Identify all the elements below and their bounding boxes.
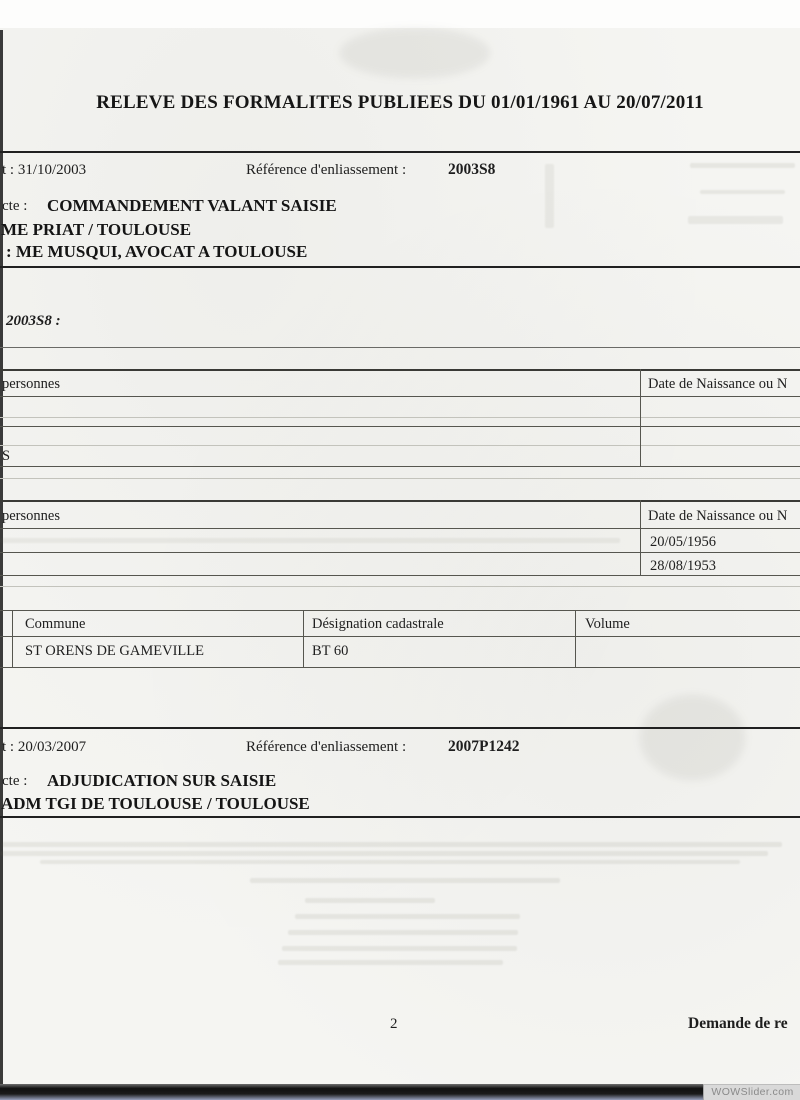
party-line: ADM TGI DE TOULOUSE / TOULOUSE [1,794,310,813]
section-divider [0,727,800,729]
scan-top-margin [0,0,800,28]
commune-cell: ST ORENS DE GAMEVILLE [25,643,204,659]
ghost-text-line [282,946,517,951]
party-line: ME PRIAT / TOULOUSE [1,220,192,239]
ghost-text-line [700,190,785,194]
table-rule [0,636,800,637]
table-column-divider [575,610,576,668]
ghost-text-line [0,538,620,543]
persons2-col-header: personnes [2,508,60,524]
scan-smudge [340,28,490,78]
ghost-text-line [690,163,795,168]
table-left-border [12,610,13,668]
ghost-text-line [40,860,740,864]
avocat-line: : ME MUSQUI, AVOCAT A TOULOUSE [6,242,308,261]
table-column-divider [640,500,641,576]
deposit-date: t : 31/10/2003 [2,162,87,178]
ref-label: Référence d'enliassement : [246,739,407,755]
ghost-text-line [2,842,782,847]
designation-cell: BT 60 [312,643,349,659]
table-rule [0,396,800,397]
table-rule [0,667,800,668]
section-divider [0,151,800,153]
volume-header: Volume [585,616,630,632]
table-rule [0,586,800,587]
footer-request-text: Demande de re [688,1015,788,1032]
reference-heading: 2003S8 : [6,313,61,329]
table-rule [0,417,800,418]
ghost-text-line [250,878,560,883]
table-column-divider [303,610,304,668]
table-column-divider [640,369,641,467]
table-rule [0,528,800,529]
table-rule [0,445,800,446]
ref-label: Référence d'enliassement : [246,162,407,178]
table-rule [0,500,800,502]
table-rule [0,478,800,479]
table-rule [0,426,800,427]
scan-smudge [545,164,554,228]
ghost-text-line [0,851,768,856]
wowslider-watermark-link[interactable]: WOWSlider.com [703,1084,800,1100]
acte-value: ADJUDICATION SUR SAISIE [47,771,277,790]
section-divider [0,816,800,818]
designation-header: Désignation cadastrale [312,616,444,632]
ghost-text-line [288,930,518,935]
page-left-edge [0,30,3,1084]
persons1-col-header: personnes [2,376,60,392]
table-rule [0,575,800,576]
ghost-text-line [295,914,520,919]
ghost-text-line [278,960,503,965]
slider-bottom-bar [0,1084,800,1100]
section-divider [0,266,800,268]
document-title: RELEVE DES FORMALITES PUBLIEES DU 01/01/1961 AU 20/07/2011 [96,92,704,113]
acte-value: COMMANDEMENT VALANT SAISIE [47,196,337,215]
acte-label: cte : [2,773,28,789]
table-rule [0,466,800,467]
birth-date-cell: 28/08/1953 [650,558,717,574]
ref-value: 2007P1242 [448,738,520,755]
birth-date-cell: 20/05/1956 [650,534,717,550]
ghost-text-line [305,898,435,903]
thin-rule [0,347,800,348]
page-number: 2 [390,1016,398,1032]
footer-request-text-wrap [688,1015,800,1037]
deposit-date: t : 20/03/2007 [2,739,87,755]
acte-label: cte : [2,198,28,214]
commune-header: Commune [25,616,86,632]
scanned-page [0,28,800,1084]
persons1-birth-header: Date de Naissance ou N [648,376,788,392]
persons1-row-person: S [2,448,11,464]
table-rule [0,610,800,611]
ghost-text-line [688,216,783,224]
ghost-stamp [640,695,745,780]
persons2-birth-header: Date de Naissance ou N [648,508,788,524]
table-rule [0,552,800,553]
ref-value: 2003S8 [448,161,496,178]
table-rule [0,369,800,371]
